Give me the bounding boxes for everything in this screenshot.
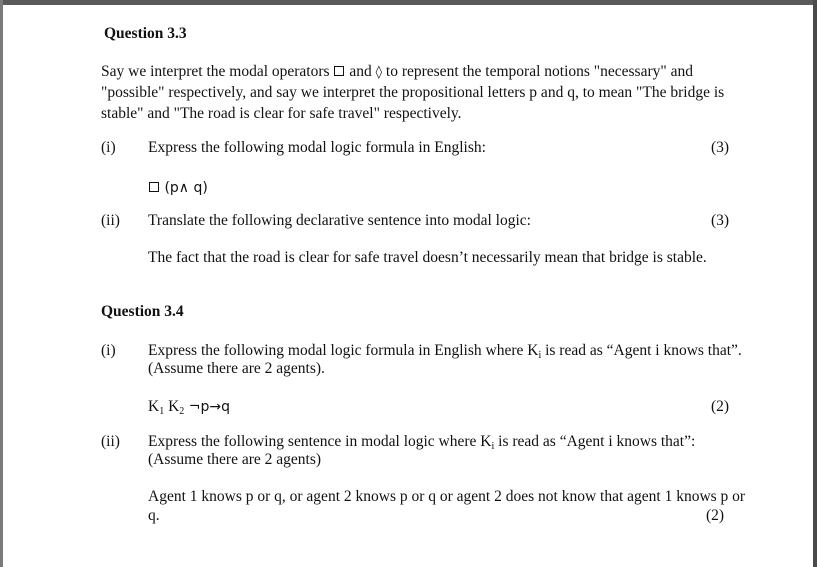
- formula-rest: ¬p→q: [184, 399, 230, 415]
- formula-k2: K: [164, 398, 180, 415]
- q33-part-ii-text: Translate the following declarative sentence into modal logic:: [148, 212, 531, 229]
- q34-part-ii-sentence-line-2: q.: [148, 507, 160, 524]
- q33-part-ii-marks: (3): [711, 212, 730, 229]
- necessity-box-icon: [334, 66, 344, 76]
- q33-intro-text-a: Say we interpret the modal operators: [101, 63, 330, 80]
- q33-intro-and: and: [349, 63, 372, 80]
- q33-part-i-text: Express the following modal logic formula in English:: [148, 139, 486, 156]
- q34-part-i-text-line-2: (Assume there are 2 agents).: [148, 360, 325, 377]
- q33-formula-text: (p∧ q): [164, 180, 208, 196]
- question-3-4-title: Question 3.4: [101, 303, 184, 320]
- q33-part-ii-number: (ii): [101, 212, 120, 229]
- q33-intro-line-3: stable" and "The road is clear for safe travel" respectively.: [101, 105, 462, 122]
- q34-part-i-formula: [148, 397, 230, 417]
- q33-intro-text-b: to represent the temporal notions "necessary" and: [385, 63, 693, 80]
- formula-sub-1: 1: [159, 406, 165, 417]
- q34-part-i-text-a: Express the following modal logic formula in English where K: [148, 342, 539, 359]
- window-top-border: [0, 0, 817, 5]
- q34-part-i-number: (i): [101, 342, 116, 359]
- q34-part-i-text-b: is read as “Agent i knows that”.: [541, 342, 742, 359]
- q34-part-ii-number: (ii): [101, 433, 120, 450]
- window-left-border: [0, 0, 3, 567]
- question-3-3-title: Question 3.3: [104, 25, 187, 42]
- q34-part-i-sub: i: [538, 350, 542, 361]
- q33-intro-line-2: "possible" respectively, and say we interpret the propositional letters p and q, to mean "The bridge is: [101, 84, 725, 101]
- q34-part-ii-sub: i: [491, 441, 495, 452]
- q34-part-ii-text-a: Express the following sentence in modal logic where K: [148, 433, 492, 450]
- q33-intro-line-1: [101, 62, 693, 83]
- window-right-border: [813, 0, 817, 567]
- q34-part-ii-text-b: is read as “Agent i knows that”:: [494, 433, 696, 450]
- q34-part-ii-text-line-1: [148, 432, 695, 452]
- q34-part-ii-sentence-line-1: Agent 1 knows p or q, or agent 2 knows p or q or agent 2 does not know that agent 1 knows p or: [148, 488, 746, 505]
- possibility-diamond-icon: ◊: [375, 65, 383, 80]
- q33-part-i-marks: (3): [711, 139, 730, 156]
- q34-part-i-marks: (2): [711, 398, 730, 415]
- q33-part-i-number: (i): [101, 139, 116, 156]
- q34-part-i-text-line-1: [148, 341, 742, 361]
- q33-part-ii-sentence: The fact that the road is clear for safe travel doesn’t necessarily mean that bridge is stable.: [148, 249, 707, 266]
- formula-k1: K: [148, 398, 160, 415]
- formula-sub-2: 2: [179, 406, 185, 417]
- q33-part-i-formula: [148, 178, 208, 198]
- necessity-box-icon: [149, 182, 159, 192]
- q34-part-ii-text-line-2: (Assume there are 2 agents): [148, 451, 322, 468]
- q34-part-ii-marks: (2): [706, 507, 725, 524]
